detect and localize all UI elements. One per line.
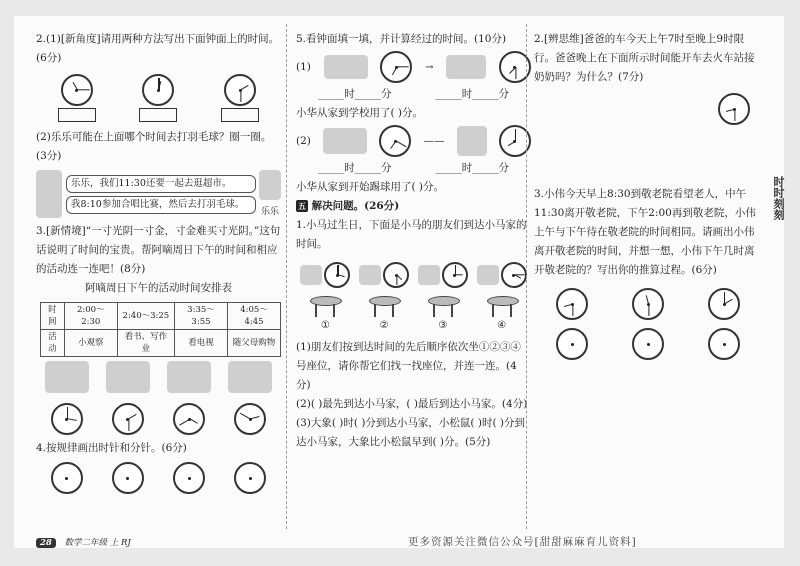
clock-face[interactable] [51, 462, 83, 494]
q3-clocks [36, 403, 281, 435]
seat-label: ② [379, 320, 389, 331]
animal-icon [477, 265, 499, 285]
q5-fill-row2 [296, 159, 531, 178]
q4-title: 4.按规律画出时针和分针。(6分) [36, 442, 187, 454]
time-fill-blank[interactable]: _____时_____分 [318, 162, 392, 174]
seat-labels [296, 320, 531, 332]
friend-item [359, 262, 409, 288]
sec5-q1c: (3)大象( )时( )分到达小马家，小松鼠( )时( )分到达小马家，大象比小松鼠早到( )分。(5分) [296, 417, 525, 448]
column-divider [286, 24, 287, 529]
school-icon [446, 55, 486, 79]
clock-face [380, 51, 412, 83]
animal-icon [300, 265, 322, 285]
section-badge: 五 [298, 201, 306, 211]
q4-clocks [36, 462, 281, 494]
time-fill-blank[interactable]: _____时_____分 [318, 88, 392, 100]
column-right [534, 16, 762, 360]
seat-stool[interactable] [369, 296, 399, 318]
time-fill-blank[interactable]: _____时_____分 [435, 88, 509, 100]
table-cell: 活动 [41, 330, 65, 357]
c3-q3: 3.小伟今天早上8:30到敬老院看望老人，中午11:30离开敬老院，下午2:00再到敬老院，小伟上午与下午待在敬老院的时间相同。请画出小伟离开敬老院的时间，并想一想，小伟下午几时离开敬老院的？写出你的推算过程。(6分) [534, 188, 756, 276]
name-lele: 乐乐 [260, 207, 279, 217]
speech-bubble-1: 乐乐，我们11:30还要一起去逛超市。 [66, 175, 256, 193]
friend-item [300, 262, 350, 288]
sec5-q1b: (2)( )最先到达小马家，( )最后到达小马家。(4分) [296, 398, 528, 410]
c3-q2: 2.[辨思维]爸爸的车今天上午7时至晚上9时限行。爸爸晚上在下面所示时间能开车去火车站接奶奶吗？为什么？(7分) [534, 33, 755, 83]
clock-face [632, 288, 664, 320]
clock-face [224, 74, 256, 106]
clock-face [379, 125, 411, 157]
spine-decoration [770, 56, 788, 476]
clock-face [173, 403, 205, 435]
seat-label: ③ [438, 320, 448, 331]
arrow-icon: → [425, 61, 434, 73]
q3-activity-pictures [36, 361, 281, 393]
column-left [36, 16, 281, 494]
friend-item [477, 262, 527, 288]
clock-face [142, 74, 174, 106]
table-cell: 3:35～3:55 [174, 303, 227, 330]
speech-bubble-2: 我8:10参加合唱比赛，然后去打羽毛球。 [66, 196, 256, 214]
q2-title: 2.(1)[新角度]请用两种方法写出下面钟面上的时间。(6分) [36, 33, 280, 64]
answer-box[interactable] [58, 108, 96, 122]
bottom-note: 更多资源关注微信公众号[甜甜麻麻育儿资料] [408, 536, 637, 548]
q5-row1 [296, 51, 531, 83]
footer-label: 数学二年级 上 RJ [64, 538, 131, 548]
q2-clocks [36, 74, 281, 106]
clock-face[interactable] [112, 462, 144, 494]
clock-face [718, 93, 750, 125]
table-cell: 看电视 [174, 330, 227, 357]
clock-face [383, 262, 409, 288]
table-cell: 2:40～3:25 [117, 303, 174, 330]
seats-row [296, 296, 531, 318]
worksheet-page [14, 16, 784, 548]
clock-face [61, 74, 93, 106]
house-icon [324, 55, 368, 79]
clock-face [112, 403, 144, 435]
q3-table-title: 阿嘀周日下午的活动时间安排表 [85, 282, 232, 294]
column-divider [526, 24, 527, 529]
clock-face[interactable] [708, 328, 740, 360]
soccer-boy-icon [457, 126, 487, 156]
clock-face[interactable] [556, 328, 588, 360]
clock-face [51, 403, 83, 435]
activity-picture-icon [228, 361, 272, 393]
answer-box[interactable] [139, 108, 177, 122]
q2-answer-boxes [36, 108, 281, 122]
boy-figure-icon [259, 170, 281, 200]
spine-text: 时时刻刻 [772, 176, 785, 220]
dash-icon: —— [423, 134, 445, 147]
activity-picture-icon [106, 361, 150, 393]
table-cell: 小观察 [64, 330, 117, 357]
clock-face[interactable] [173, 462, 205, 494]
clock-face [324, 262, 350, 288]
seat-stool[interactable] [428, 296, 458, 318]
section5-title: 解决问题。(26分) [311, 200, 400, 212]
table-cell: 2:00～2:30 [64, 303, 117, 330]
clock-face[interactable] [234, 462, 266, 494]
table-row [41, 303, 281, 330]
clock-face [708, 288, 740, 320]
answer-box[interactable] [221, 108, 259, 122]
q5-row2 [296, 125, 531, 157]
q5-label-1: (1) [296, 60, 311, 73]
animal-icon [418, 265, 440, 285]
q5-line1: 小华从家到学校用了( )分。 [296, 107, 424, 119]
section5-header [296, 197, 531, 216]
clock-face [234, 403, 266, 435]
q5-line2: 小华从家到开始踢球用了( )分。 [296, 181, 445, 193]
activity-picture-icon [45, 361, 89, 393]
seat-label: ④ [497, 320, 507, 331]
girl-figure-icon [36, 170, 62, 218]
q2-sub2: (2)乐乐可能在上面哪个时间去打羽毛球？圈一圈。(3分) [36, 131, 272, 162]
table-cell: 看书、写作业 [117, 330, 174, 357]
animal-icon [359, 265, 381, 285]
clock-face[interactable] [632, 328, 664, 360]
seat-stool[interactable] [310, 296, 340, 318]
page-footer [36, 536, 131, 548]
c3-q3-clocks-row1 [534, 288, 762, 320]
friends-arrival-row [296, 262, 531, 288]
clock-face [556, 288, 588, 320]
page-number: 28 [36, 538, 56, 548]
table-cell: 时间 [41, 303, 65, 330]
friend-item [418, 262, 468, 288]
q5-title: 5.看钟面填一填，并计算经过的时间。(10分) [296, 33, 507, 45]
schedule-table [40, 302, 281, 357]
seat-stool[interactable] [487, 296, 517, 318]
table-cell: 4:05～4:45 [227, 303, 280, 330]
q2-dialog [36, 170, 281, 218]
activity-picture-icon [167, 361, 211, 393]
time-fill-blank[interactable]: _____时_____分 [435, 162, 509, 174]
table-cell: 随父母购物 [227, 330, 280, 357]
c3-q2-clock-wrap [534, 93, 750, 125]
q5-fill-row1 [296, 85, 531, 104]
reading-boy-icon [323, 128, 367, 154]
sec5-q1a: (1)朋友们按到达时间的先后顺序依次坐①②③④号座位，请你帮它们找一找座位，并连一连。(4分) [296, 341, 521, 391]
q5-label-2: (2) [296, 134, 311, 147]
clock-face [501, 262, 527, 288]
table-row [41, 330, 281, 357]
column-middle [296, 16, 531, 452]
seat-label: ① [320, 320, 330, 331]
sec5-q1: 1.小马过生日，下面是小马的朋友们到达小马家的时间。 [296, 219, 527, 250]
q3-title: 3.[新情境]“一寸光阴一寸金，寸金难买寸光阴。”这句话说明了时间的宝贵。帮阿嘀周日下午的时间和相应的活动连一连吧！(8分) [36, 225, 281, 275]
c3-q3-clocks-row2 [534, 328, 762, 360]
clock-face [442, 262, 468, 288]
